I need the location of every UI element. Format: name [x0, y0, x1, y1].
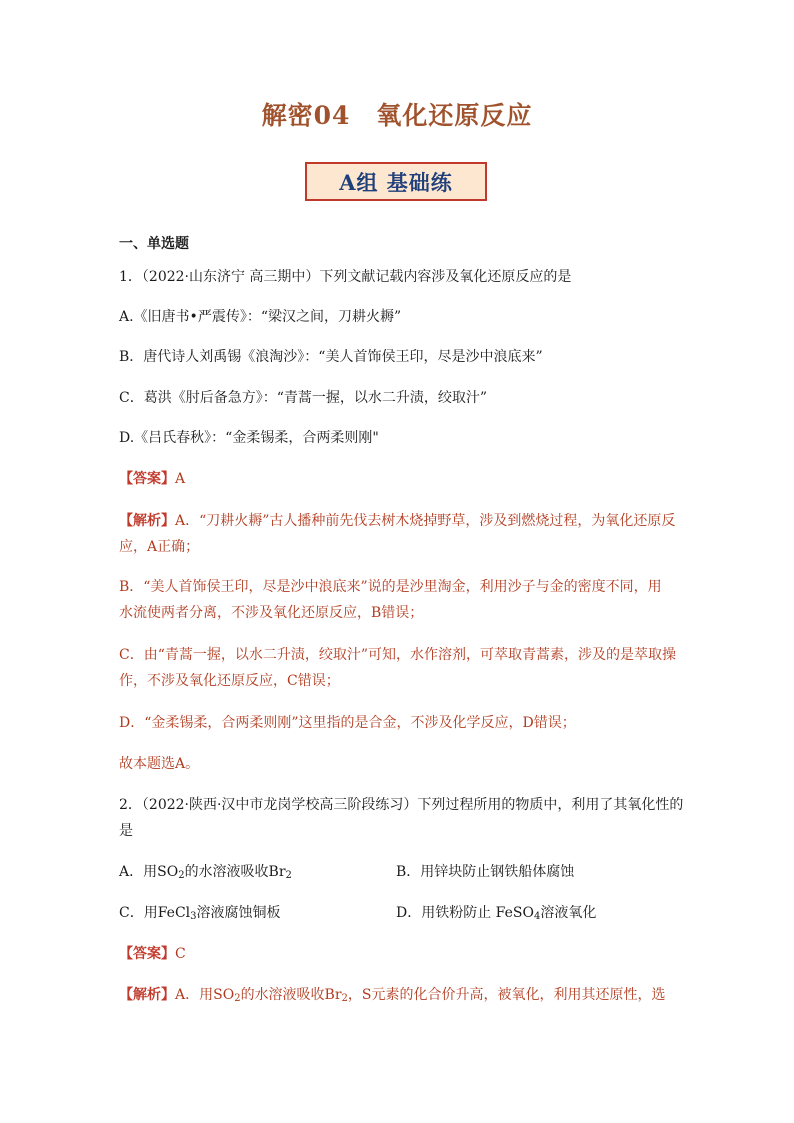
analysis-text: ，S元素的化合价升高，被氧化，利用其还原性，选 — [347, 987, 666, 1003]
question-1-answer — [119, 468, 689, 490]
question-1-option-d: D.《吕氏春秋》：“金柔锡柔，合两柔则刚" — [119, 430, 379, 446]
group-label-box — [305, 162, 487, 201]
group-label: A组 基础练 — [339, 169, 453, 195]
option-text: 溶液腐蚀铜板 — [196, 905, 281, 921]
question-2-stem: 2．（2022·陕西·汉中市龙岗学校高三阶段练习）下列过程所用的物质中，利用了其氧化性的 — [119, 797, 684, 813]
question-1-option-c: C．葛洪《肘后备急方》：“青蒿一握，以水二升渍，绞取汁” — [119, 390, 488, 406]
question-1-stem: 1．（2022·山东济宁 高三期中）下列文献记载内容涉及氧化还原反应的是 — [119, 269, 572, 285]
answer-tag: 【答案】 — [119, 946, 175, 962]
question-2-answer — [119, 943, 689, 965]
page-title: 解密04 氧化还原反应 — [261, 101, 533, 130]
analysis-text: 的水溶液吸收Br — [240, 987, 342, 1003]
subscript: 2 — [178, 870, 185, 881]
option-text: D．用铁粉防止 FeSO — [396, 905, 534, 921]
subscript: 3 — [190, 911, 197, 922]
subscript: 2 — [234, 993, 241, 1004]
question-2-analysis-line — [119, 984, 689, 1006]
question-1-analysis-line: C．由“青蒿一握，以水二升渍，绞取汁”可知，水作溶剂，可萃取青蒿素，涉及的是萃取操 — [119, 647, 677, 663]
question-1-analysis-line: 水流使两者分离，不涉及氧化还原反应，B错误； — [119, 605, 424, 621]
option-text: A．用SO — [119, 864, 179, 880]
analysis-tag: 【解析】 — [119, 513, 175, 529]
question-1-analysis-line: 应，A正确； — [119, 539, 200, 555]
question-2-option-c — [119, 902, 379, 924]
question-1-conclusion: 故本题选A。 — [119, 756, 200, 772]
question-1-option-b: B．唐代诗人刘禹锡《浪淘沙》：“美人首饰侯王印，尽是沙中浪底来” — [119, 349, 543, 365]
question-2-stem-cont: 是 — [119, 823, 133, 839]
question-1-analysis-line: D．“金柔锡柔，合两柔则刚”这里指的是合金，不涉及化学反应，D错误； — [119, 715, 576, 731]
analysis-text: A．“刀耕火耨”古人播种前先伐去树木烧掉野草，涉及到燃烧过程，为氧化还原反 — [175, 513, 676, 529]
question-2-option-d — [396, 902, 596, 924]
question-1-option-a: A.《旧唐书•严震传》：“梁汉之间，刀耕火耨” — [119, 309, 402, 325]
question-1-analysis-line: 作，不涉及氧化还原反应，C错误； — [119, 673, 340, 689]
question-2-option-b: B．用锌块防止钢铁船体腐蚀 — [396, 864, 575, 880]
option-text: C．用FeCl — [119, 905, 191, 921]
question-1-analysis-line — [119, 510, 689, 532]
answer-tag: 【答案】 — [119, 471, 175, 487]
subscript: 2 — [341, 993, 348, 1004]
section-heading: 一、单选题 — [119, 236, 189, 252]
subscript: 4 — [533, 911, 541, 922]
question-2-option-a — [119, 861, 379, 883]
analysis-tag: 【解析】 — [119, 987, 175, 1003]
answer-value: A — [175, 471, 186, 487]
question-1-analysis-line: B．“美人首饰侯王印，尽是沙中浪底来”说的是沙里淘金，利用沙子与金的密度不同，用 — [119, 579, 662, 595]
option-text: 的水溶液吸收Br — [184, 864, 286, 880]
answer-value: C — [175, 946, 186, 962]
option-text: 溶液氧化 — [540, 905, 597, 921]
subscript: 2 — [285, 870, 292, 881]
analysis-text: A．用SO — [175, 987, 235, 1003]
